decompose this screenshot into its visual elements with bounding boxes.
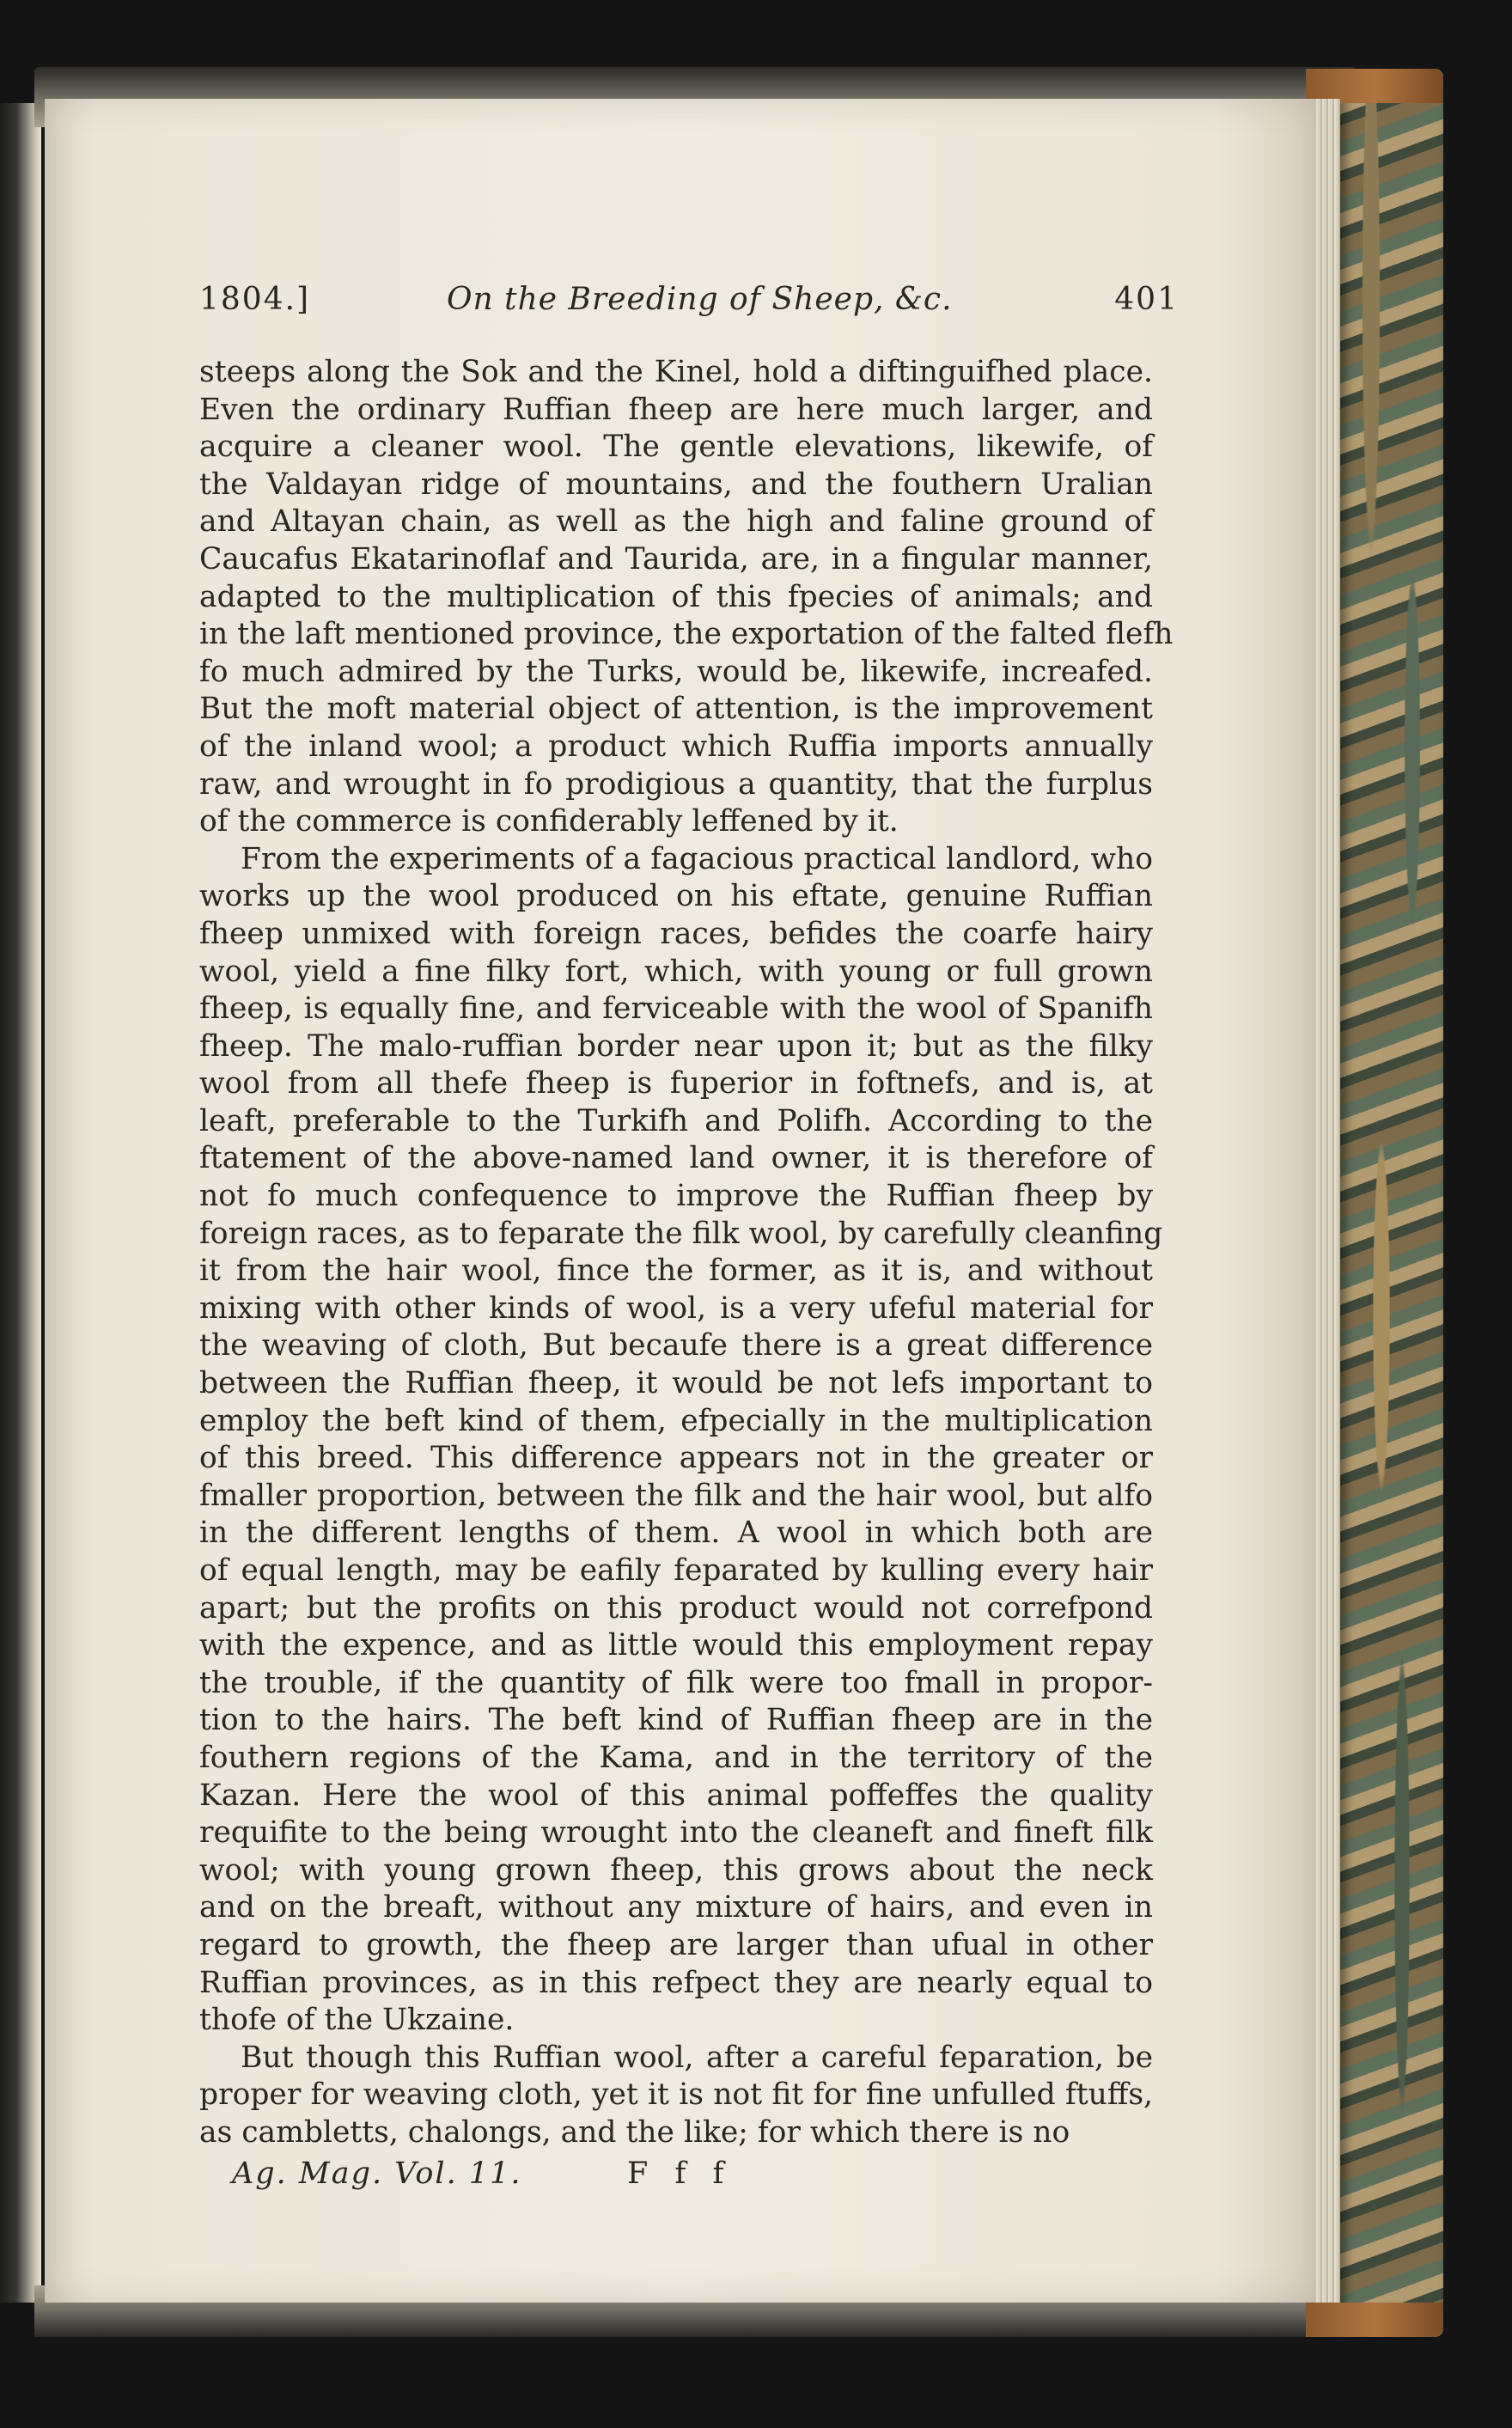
text-line: ftatement of the above-named land owner, it is therefore of <box>199 1141 1153 1176</box>
text-line: of the commerce is confiderably leffened by it. <box>199 804 899 839</box>
text-line: thofe of the Ukzaine. <box>199 2003 515 2038</box>
text-line: wool from all thefe fheep is fuperior in foftnefs, and is, at <box>199 1066 1153 1101</box>
text-line: raw, and wrought in fo prodigious a quantity, that the furplus <box>199 766 1153 802</box>
text-line: between the Ruffian fheep, it would be not lefs important to <box>199 1366 1153 1401</box>
signature-mark: F f f <box>627 2157 733 2191</box>
text-line: steeps along the Sok and the Kinel, hold a diftinguifhed place. <box>199 355 1153 389</box>
text-line: apart; but the profits on this product would not correfpond <box>199 1590 1153 1626</box>
paragraph <box>199 841 1163 2040</box>
text-line: Even the ordinary Ruffian fheep are here much larger, and <box>199 392 1153 427</box>
text-line: leaft, preferable to the Turkifh and Polifh. According to the <box>199 1103 1153 1138</box>
page-footer <box>232 2157 1005 2199</box>
text-line: fheep. The malo-ruffian border near upon it; but as the filky <box>199 1028 1153 1064</box>
paragraph <box>199 354 1174 841</box>
text-line: as cambletts, chalongs, and the like; for which there is no <box>199 2114 1070 2150</box>
page-number: 401 <box>1114 282 1179 317</box>
cover-corner-top <box>1306 69 1443 103</box>
text-line: it from the hair wool, fince the former, as it is, and without <box>199 1254 1153 1289</box>
text-line: acquire a cleaner wool. The gentle elevations, likewife, of <box>199 430 1153 465</box>
text-line: not fo much confequence to improve the Ruffian fheep by <box>199 1179 1153 1214</box>
text-line: mixing with other kinds of wool, is a very ufeful material for <box>199 1290 1153 1326</box>
text-line: adapted to the multiplication of this fpecies of animals; and <box>199 579 1153 614</box>
text-line: But the moft material object of attention, is the improvement <box>199 692 1153 727</box>
cover-corner-bottom <box>1306 2303 1443 2337</box>
text-line: the trouble, if the quantity of filk were too fmall in propor- <box>199 1665 1153 1700</box>
text-line: Kazan. Here the wool of this animal poffeffes the quality <box>199 1778 1153 1813</box>
text-line: requifite to the being wrought into the cleaneft and fineft filk <box>199 1815 1153 1851</box>
text-line: in the laft mentioned province, the exportation of the falted flefh <box>199 617 1174 652</box>
text-line: foreign races, as to feparate the filk wool, by carefully cleanfing <box>199 1216 1163 1251</box>
text-line: of the inland wool; a product which Ruffia imports annually <box>199 729 1153 764</box>
paragraph <box>199 2040 1153 2152</box>
text-line: employ the beft kind of them, efpecially in the multiplication <box>199 1403 1153 1438</box>
text-line: But though this Ruffian wool, after a careful feparation, be <box>241 2040 1153 2075</box>
text-line: of this breed. This difference appears not in the greater or <box>199 1441 1153 1476</box>
text-line: From the experiments of a fagacious practical landlord, who <box>241 841 1153 876</box>
text-line: wool, yield a fine filky fort, which, with young or full grown <box>199 954 1153 989</box>
text-line: regard to growth, the fheep are larger than ufual in other <box>199 1927 1153 1962</box>
text-line: fheep, is equally fine, and ferviceable with the wool of Spanifh <box>199 991 1153 1027</box>
text-line: tion to the hairs. The beft kind of Ruffian fheep are in the <box>199 1703 1153 1738</box>
text-line: fheep unmixed with foreign races, befides the coarfe hairy <box>199 916 1153 951</box>
text-line: and on the breaft, without any mixture of hairs, and even in <box>199 1890 1153 1925</box>
marbled-cover <box>1340 69 1443 2337</box>
text-line: with the expence, and as little would this employment repay <box>199 1628 1153 1663</box>
text-line: fmaller proportion, between the filk and the hair wool, but alfo <box>199 1478 1153 1513</box>
text-line: wool; with young grown fheep, this grows about the neck <box>199 1852 1153 1888</box>
text-line: the Valdayan ridge of mountains, and the fouthern Uralian <box>199 467 1153 502</box>
text-line: the weaving of cloth, But becaufe there is a great difference <box>199 1328 1153 1363</box>
text-line: of equal length, may be eafily feparated by kulling every hair <box>199 1553 1153 1588</box>
running-head-title: On the Breeding of Sheep, &c. <box>447 282 953 317</box>
running-head-year: 1804.] <box>199 282 311 317</box>
left-page-edge <box>0 103 41 2303</box>
text-line: in the different lengths of them. A wool in which both are <box>199 1516 1153 1551</box>
text-line: and Altayan chain, as well as the high and faline ground of <box>199 504 1153 540</box>
text-line: proper for weaving cloth, yet it is not fit for fine unfulled ftuffs, <box>199 2077 1153 2113</box>
text-line: Ruffian provinces, as in this refpect they are nearly equal to <box>199 1965 1153 2000</box>
signature-line: Ag. Mag. Vol. 11. <box>232 2157 522 2191</box>
text-line: fo much admired by the Turks, would be, likewife, increafed. <box>199 654 1153 689</box>
text-line: works up the wool produced on his eftate, genuine Ruffian <box>199 879 1153 914</box>
text-line: Caucafus Ekatarinoflaf and Taurida, are, in a fingular manner, <box>199 541 1153 576</box>
running-head <box>199 282 1179 333</box>
text-line: fouthern regions of the Kama, and in the territory of the <box>199 1740 1153 1775</box>
body-text <box>199 354 1174 2152</box>
